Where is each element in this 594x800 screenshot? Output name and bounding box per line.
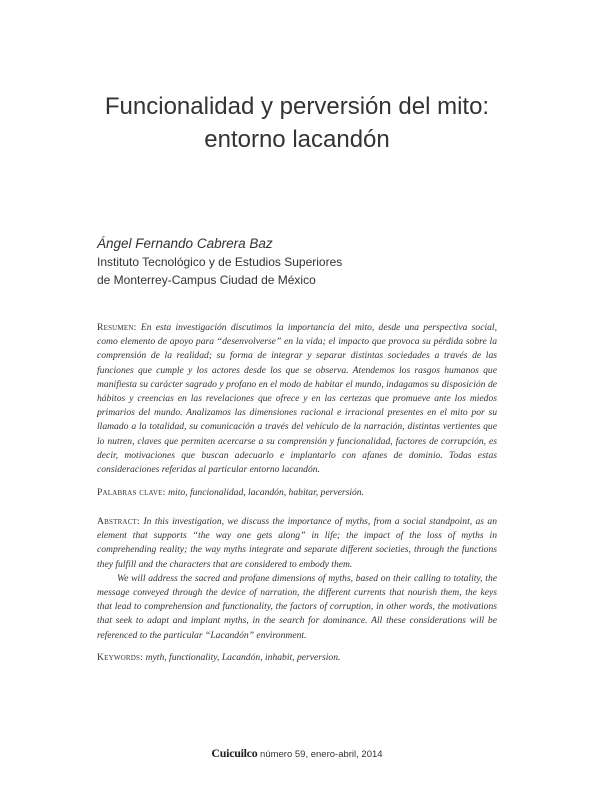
- issue-info: número 59, enero-abril, 2014: [260, 749, 383, 760]
- journal-logo: Cuicuilco: [211, 746, 258, 760]
- author-name: Ángel Fernando Cabrera Baz: [97, 236, 273, 251]
- abstract-section: [97, 515, 497, 643]
- affiliation-line-1: Instituto Tecnológico y de Estudios Superiores: [97, 255, 343, 269]
- resumen-label: Resumen:: [97, 322, 141, 333]
- abstract-text-2: We will address the sacred and profane dimensions of myths, based on their calling to totality, the message conveyed through the device of narration, the different currents that nourish them, the keys that lead to comprehension and functionality, the factors of corruption, in other words, the motivations that seek to adapt and implant myths, in the search for dominance. All these considerations will be referenced to the particular “Lacandón” environment.: [97, 572, 497, 641]
- keywords-section: [97, 651, 497, 665]
- title-line-1: Funcionalidad y perversión del mito:: [104, 93, 490, 120]
- palabras-clave-section: [97, 486, 497, 500]
- abstract-label: Abstract:: [97, 516, 144, 527]
- abstract-text-1: In this investigation, we discuss the importance of myths, from a social standpoint, as an element that supports “the way one gets along” in life; the impact of the loss of myths in comprehending reality; the way myths integrate and separate different societies, through the functions they fulfill and the characters that are considered to embody them.: [97, 516, 498, 570]
- palabras-clave-text: mito, funcionalidad, lacandón, habitar, perversión.: [168, 487, 364, 498]
- affiliation-line-2: de Monterrey-Campus Ciudad de México: [97, 273, 316, 287]
- keywords-text: myth, functionality, Lacandón, inhabit, perversion.: [145, 652, 341, 663]
- resumen-section: [97, 321, 497, 477]
- resumen-text: En esta investigación discutimos la importancia del mito, desde una perspectiva social, como elemento de apoyo para “desenvolverse” en la vida; el impacto que provoca su pérdida sobre la comprensión de la realidad; su forma de integrar y separar distintas sociedades a través de las funciones que cumple y los actores desde los que se observa. Atendemos los rasgos humanos que manifiesta su carácter sagrado y profano en el modo de habitar el mundo, indagamos su disposición de hábitos y creencias en las revelaciones que ofrece y en las certezas que promueve ante los miedos primarios del mundo. Analizamos las dimensiones racional e irracional presentes en el mito por su llamado a la totalidad, su comunicación a través del vehículo de la narración, distintas vertientes que lo nutren, claves que permiten acercarse a su comprensión y funcionalidad, factores de corrupción, es decir, motivaciones que buscan adecuarlo e implantarlo con afanes de dominio. Todas estas consideraciones referidas al particular entorno lacandón.: [97, 322, 497, 476]
- palabras-clave-label: Palabras clave:: [97, 487, 169, 498]
- author-affiliation: [97, 253, 342, 289]
- keywords-label: Keywords:: [97, 652, 146, 663]
- article-title: [40, 90, 554, 156]
- page-footer: [0, 746, 594, 761]
- title-line-2: entorno lacandón: [204, 126, 390, 153]
